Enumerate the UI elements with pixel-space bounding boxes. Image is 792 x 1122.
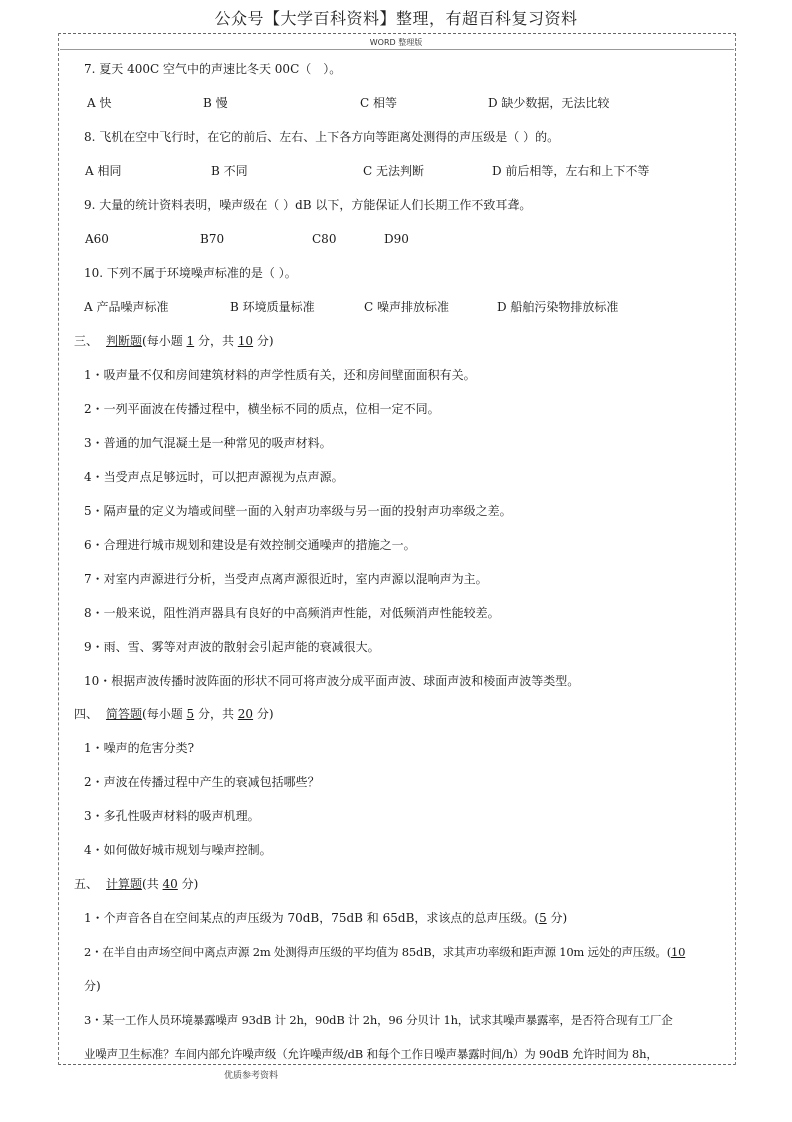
header-rule (60, 49, 734, 50)
q10-option-d: D 船舶污染物排放标准 (497, 300, 619, 314)
judge-item: 6・合理进行城市规划和建设是有效控制交通噪声的措施之一。 (84, 538, 416, 552)
q7-option-d: D 缺少数据，无法比较 (488, 96, 610, 110)
calc-item-1: 1・个声音各自在空间某点的声压级为 70dB，75dB 和 65dB，求该点的总声压级。(5 分) (84, 911, 568, 925)
q7-option-c: C 相等 (360, 96, 397, 110)
judge-item: 10・根据声波传播时波阵面的形状不同可将声波分成平面声波、球面声波和棱面声波等类型。 (84, 674, 580, 688)
source-banner: 公众号【大学百科资料】整理，有超百科复习资料 (214, 9, 578, 28)
q10-option-b: B 环境质量标准 (230, 300, 315, 314)
judge-item: 3・普通的加气混凝土是一种常见的吸声材料。 (84, 436, 332, 450)
footer-label: 优质参考资料 (224, 1071, 279, 1081)
section-5-title: 计算题 (106, 877, 143, 891)
q8-option-b: B 不同 (211, 164, 248, 178)
question-7: 7. 夏天 400C 空气中的声速比冬天 00C（ ）。 (84, 62, 342, 76)
q8-option-a: A 相同 (85, 164, 122, 178)
judge-item: 1・吸声量不仅和房间建筑材料的声学性质有关，还和房间壁面面积有关。 (84, 368, 476, 382)
section-5-heading: 五、 计算题(共 40 分) (74, 877, 199, 891)
calc-item-2-cont: 分) (84, 979, 101, 993)
q10-option-a: A 产品噪声标准 (84, 300, 169, 314)
section-4-number: 四、 (74, 707, 99, 721)
q10-option-c: C 噪声排放标准 (364, 300, 449, 314)
section-3-number: 三、 (74, 334, 99, 348)
section-3-heading: 三、 判断题(每小题 1 分，共 10 分) (74, 334, 274, 348)
q9-option-d: D90 (384, 232, 409, 246)
q8-option-d: D 前后相等，左右和上下不等 (492, 164, 650, 178)
section-3-title: 判断题 (106, 334, 143, 348)
section-5-number: 五、 (74, 877, 99, 891)
header-label: WORD 整理版 (369, 38, 423, 47)
short-answer-item: 2・声波在传播过程中产生的衰减包括哪些？ (84, 775, 320, 789)
short-answer-item: 4・如何做好城市规划与噪声控制。 (84, 843, 272, 857)
q7-option-b: B 慢 (203, 96, 228, 110)
calc-item-3-line-2: 业噪声卫生标准？车间内部允许噪声级（允许噪声级/dB 和每个工作日噪声暴露时间/h）为 90dB 允许时间为 8h， (84, 1047, 658, 1061)
q9-option-c: C80 (312, 232, 337, 246)
question-8: 8. 飞机在空中飞行时，在它的前后、左右、上下各方向等距离处测得的声压级是（ ）的。 (84, 130, 560, 144)
calc-item-3-line-1: 3・某一工作人员环境暴露噪声 93dB 计 2h，90dB 计 2h，96 分贝计 1h，试求其噪声暴露率，是否符合现有工厂企 (84, 1013, 673, 1027)
judge-item: 5・隔声量的定义为墙或间壁一面的入射声功率级与另一面的投射声功率级之差。 (84, 504, 512, 518)
judge-item: 9・雨、雪、雾等对声波的散射会引起声能的衰减很大。 (84, 640, 380, 654)
q9-option-b: B70 (200, 232, 225, 246)
question-9: 9. 大量的统计资料表明，噪声级在（ ）dB 以下，方能保证人们长期工作不致耳聋。 (84, 198, 532, 212)
calc-item-2: 2・在半自由声场空间中离点声源 2m 处测得声压级的平均值为 85dB，求其声功率级和距声源 10m 远处的声压级。(10 (84, 945, 686, 959)
judge-item: 7・对室内声源进行分析，当受声点离声源很近时，室内声源以混响声为主。 (84, 572, 488, 586)
short-answer-item: 1・噪声的危害分类? (84, 741, 195, 755)
judge-item: 4・当受声点足够远时，可以把声源视为点声源。 (84, 470, 344, 484)
q8-option-c: C 无法判断 (363, 164, 424, 178)
question-10: 10. 下列不属于环境噪声标准的是（ ）。 (84, 266, 297, 280)
section-4-heading: 四、 简答题(每小题 5 分，共 20 分) (74, 707, 274, 721)
section-4-title: 简答题 (106, 707, 143, 721)
q7-option-a: A 快 (87, 96, 112, 110)
judge-item: 8・一般来说，阻性消声器具有良好的中高频消声性能，对低频消声性能较差。 (84, 606, 500, 620)
q9-option-a: A60 (85, 232, 109, 246)
judge-item: 2・一列平面波在传播过程中，横坐标不同的质点，位相一定不同。 (84, 402, 440, 416)
short-answer-item: 3・多孔性吸声材料的吸声机理。 (84, 809, 260, 823)
